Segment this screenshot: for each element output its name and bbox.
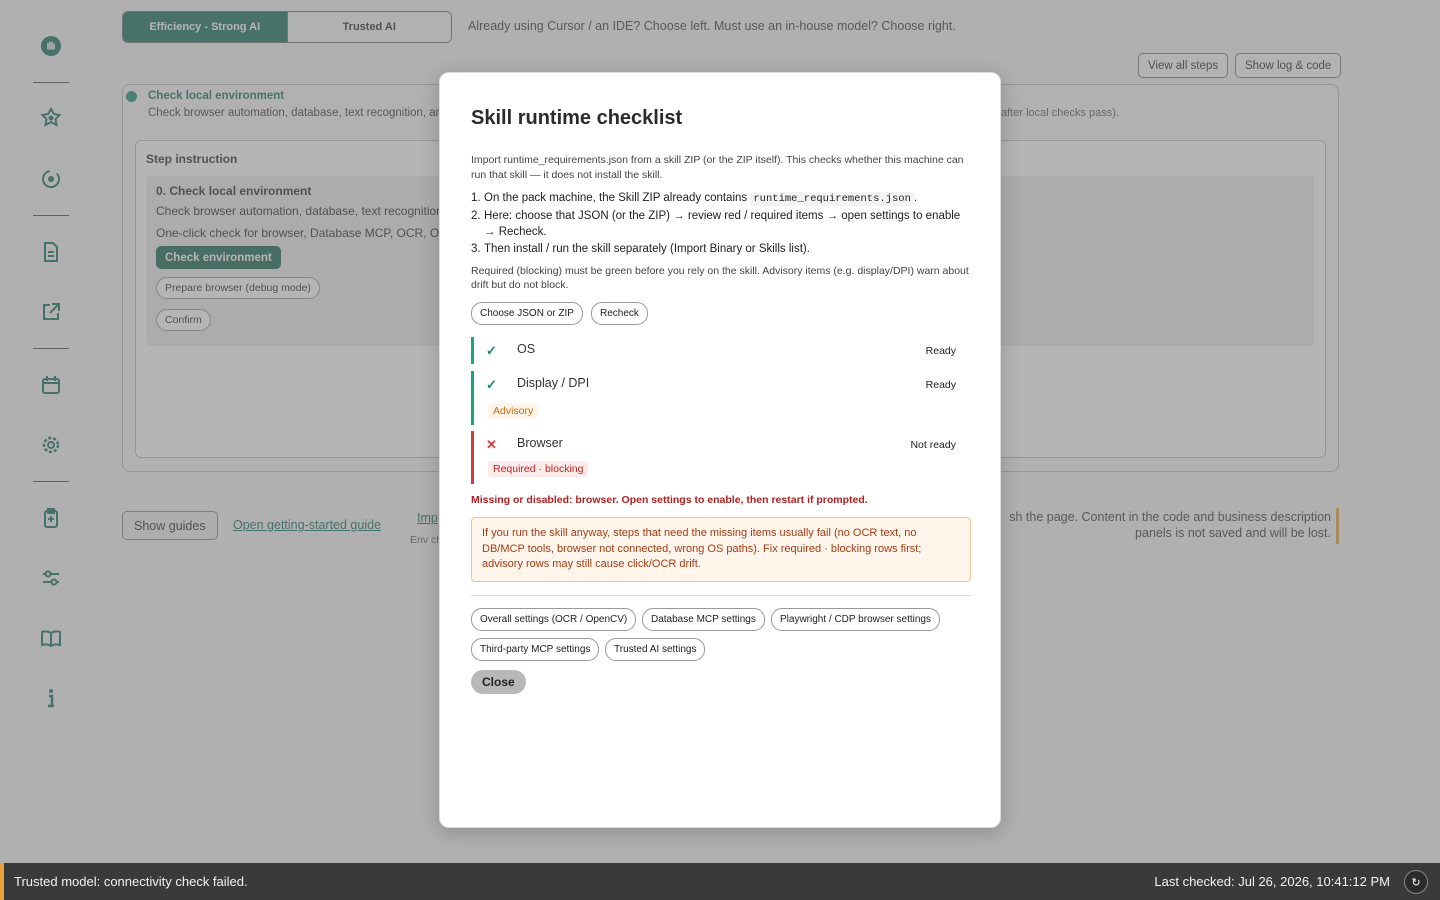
- check-icon: ✓: [486, 343, 497, 358]
- blocking-note: Required (blocking) must be green before you rely on the skill. Advisory items (e.g. display/DPI) warn about drift but do not block.: [471, 265, 969, 291]
- recheck-button[interactable]: Recheck: [591, 302, 648, 325]
- list-item: [471, 208, 976, 240]
- run-anyway-warning: If you run the skill anyway, steps that need the missing items usually fail (no OCR text, no DB/MCP tools, browser not connected, wrong OS paths). Fix required · blocking rows first; advisory rows may still cause click/OCR drift.: [471, 517, 971, 582]
- close-button[interactable]: Close: [471, 670, 526, 694]
- check-row-name: Browser: [517, 436, 563, 450]
- status-accent: [0, 863, 4, 900]
- third-party-mcp-settings-button[interactable]: Third-party MCP settings: [471, 638, 599, 661]
- step-text: .: [913, 192, 918, 204]
- step-number: 3.: [471, 243, 481, 255]
- check-row-browser: [471, 431, 970, 484]
- divider: [471, 595, 971, 596]
- list-item: [471, 241, 976, 257]
- advisory-badge: Advisory: [488, 403, 538, 419]
- check-row-os: [471, 337, 970, 364]
- check-row-name: Display / DPI: [517, 376, 590, 390]
- choose-json-zip-button[interactable]: Choose JSON or ZIP: [471, 302, 583, 325]
- step-number: 1.: [471, 192, 481, 204]
- step-text: On the pack machine, the Skill ZIP already contains: [484, 192, 748, 204]
- last-checked: Last checked: Jul 26, 2026, 10:41:12 PM: [1154, 874, 1390, 889]
- status-message: Trusted model: connectivity check failed.: [14, 874, 248, 889]
- status-bar: [0, 863, 1440, 900]
- modal-title: Skill runtime checklist: [471, 107, 683, 129]
- refresh-icon[interactable]: ↻: [1404, 870, 1428, 894]
- step-number: 2.: [471, 210, 481, 222]
- step-continuation: → Recheck.: [484, 226, 547, 238]
- modal-intro: Import runtime_requirements.json from a skill ZIP (or the ZIP itself). This checks whether this machine can run that skill — it does not install the skill.: [471, 154, 964, 181]
- step-text: Then install / run the skill separately (Import Binary or Skills list).: [484, 243, 810, 255]
- playwright-settings-button[interactable]: Playwright / CDP browser settings: [771, 608, 940, 631]
- list-item: [471, 190, 976, 207]
- missing-items-message: Missing or disabled: browser. Open settings to enable, then restart if prompted.: [471, 494, 868, 506]
- check-icon: ✓: [486, 377, 497, 392]
- check-row-status: Ready: [925, 379, 956, 391]
- filename-code: runtime_requirements.json: [750, 192, 914, 206]
- cross-icon: ✕: [486, 437, 497, 452]
- check-row-display: [471, 371, 970, 425]
- skill-runtime-modal: [439, 72, 1001, 828]
- instructions-list: [471, 190, 976, 258]
- trusted-ai-settings-button[interactable]: Trusted AI settings: [605, 638, 705, 661]
- check-row-status: Not ready: [910, 439, 956, 451]
- required-badge: Required · blocking: [488, 461, 588, 477]
- check-row-status: Ready: [925, 345, 956, 357]
- overall-settings-button[interactable]: Overall settings (OCR / OpenCV): [471, 608, 636, 631]
- check-row-name: OS: [517, 342, 536, 356]
- step-text: Here: choose that JSON (or the ZIP) → review red / required items → open settings to enable: [484, 210, 961, 222]
- database-mcp-settings-button[interactable]: Database MCP settings: [642, 608, 765, 631]
